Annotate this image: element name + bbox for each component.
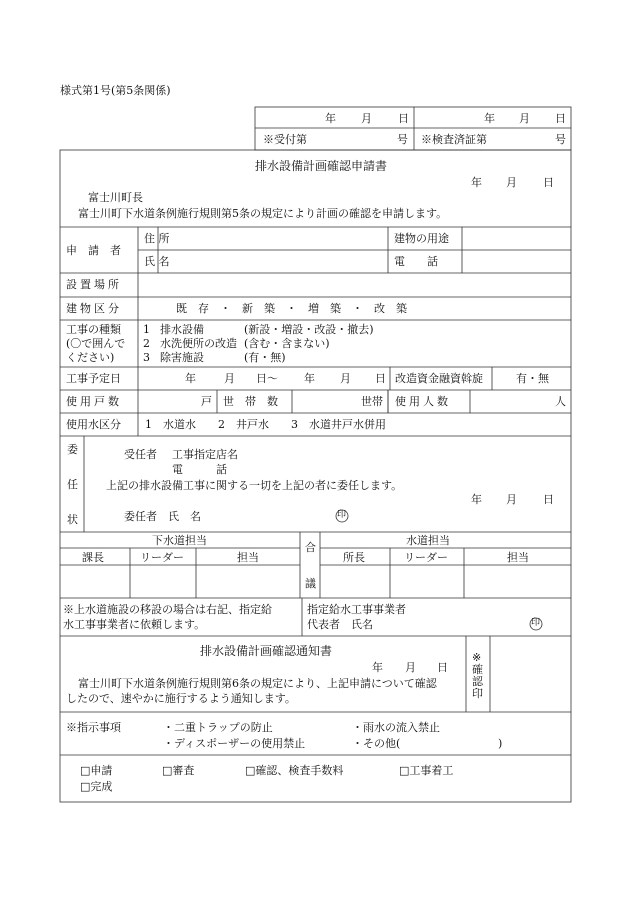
- work-item-1-num: 1: [143, 323, 150, 336]
- sewer-header: 下水道担当: [152, 534, 207, 547]
- schedule-from-year: 年: [185, 372, 196, 385]
- water-label: 使用水区分: [66, 418, 121, 431]
- contractor-label: 指定給水工事事業者: [307, 603, 406, 616]
- application-year: 年: [471, 176, 482, 189]
- proxy-label-2: 任: [67, 478, 78, 491]
- inspection-number-suffix: 号: [555, 133, 566, 146]
- loan-value: 有・無: [516, 372, 549, 385]
- top-day-2: 日: [555, 112, 566, 125]
- form-id: 様式第1号(第5条関係): [60, 84, 171, 97]
- inspection-label: ※検査済証第: [421, 133, 487, 146]
- notice-title: 排水設備計画確認通知書: [200, 644, 333, 658]
- notice-seal-label-2: 確: [472, 663, 483, 676]
- notice-seal-label-3: 認: [472, 675, 483, 688]
- work-item-2-num: 2: [143, 337, 150, 350]
- setai-label: 世 帯 数: [223, 395, 278, 408]
- notice-year: 年: [372, 661, 383, 674]
- work-type-label-3: ください): [66, 351, 115, 364]
- check-fee[interactable]: □確認、検査手数料: [245, 764, 344, 777]
- water-options: 1 水道水 2 井戸水 3 水道井戸水併用: [145, 418, 386, 431]
- water-col-1: 所長: [343, 551, 365, 564]
- top-day-1: 日: [398, 112, 409, 125]
- application-day: 日: [543, 176, 554, 189]
- work-type-label-1: 工事の種類: [66, 323, 121, 336]
- persons-label: 使用人数: [395, 395, 451, 408]
- households-label: 使用戸数: [66, 395, 122, 408]
- address-label: 住 所: [144, 232, 170, 245]
- setai-unit: 世帯: [361, 395, 383, 408]
- check-completion[interactable]: □完成: [80, 780, 113, 793]
- top-year-2: 年: [484, 112, 495, 125]
- proxy-body: 上記の排水設備工事に関する一切を上記の者に委任します。: [106, 479, 403, 492]
- notice-body-1: 富士川町下水道条例施行規則第6条の規定により、上記申請について確認: [78, 677, 437, 690]
- schedule-to-year: 年: [304, 372, 315, 385]
- name-label: 氏 名: [144, 255, 170, 268]
- representative-label: 代表者 氏名: [307, 618, 373, 631]
- proxy-year: 年: [471, 493, 482, 506]
- work-item-3-name: 除害施設: [160, 351, 204, 364]
- instruction-item-4-close: ): [498, 737, 503, 750]
- notice-month: 月: [405, 661, 416, 674]
- check-application[interactable]: □申請: [80, 764, 113, 777]
- top-month-2: 月: [519, 112, 530, 125]
- work-type-label-2: (〇で囲んで: [66, 337, 126, 350]
- principal-seal: 印: [337, 510, 347, 520]
- application-title: 排水設備計画確認申請書: [255, 159, 388, 173]
- store-label: 工事指定店名: [172, 448, 238, 461]
- instruction-item-3: ・ディスポーザーの使用禁止: [163, 737, 306, 750]
- principal-label: 委任者 氏 名: [124, 510, 201, 523]
- schedule-label: 工事予定日: [66, 372, 121, 385]
- water-col-3: 担当: [507, 551, 529, 564]
- proxy-month: 月: [506, 493, 517, 506]
- instructions-label: ※指示事項: [66, 721, 121, 734]
- consult-label-1: 合: [305, 541, 316, 554]
- agent-label: 受任者: [124, 448, 157, 461]
- persons-unit: 人: [555, 395, 566, 408]
- water-header: 水道担当: [406, 534, 450, 547]
- work-item-1-name: 排水設備: [160, 323, 204, 336]
- representative-seal: 印: [531, 618, 541, 628]
- schedule-from-month: 月: [224, 372, 235, 385]
- notice-day: 日: [437, 661, 448, 674]
- notice-body-2: したので、速やかに施行するよう通知します。: [66, 692, 296, 705]
- building-class-label: 建物区分: [66, 302, 122, 315]
- addressee: 富士川町長: [88, 191, 143, 204]
- proxy-day: 日: [543, 493, 554, 506]
- application-month: 月: [506, 176, 517, 189]
- loan-label: 改造資金融資斡旋: [395, 372, 483, 385]
- agent-phone-label: 電 話: [172, 463, 227, 476]
- notice-seal-label-1: ※: [472, 651, 482, 664]
- building-use-label: 建物の用途: [394, 232, 449, 245]
- proxy-label-3: 状: [67, 513, 78, 526]
- sewer-col-2: リーダー: [140, 551, 184, 564]
- location-label: 設置場所: [66, 278, 122, 291]
- instruction-item-2: ・雨水の流入禁止: [352, 721, 440, 734]
- applicant-label: 申 請 者: [66, 244, 121, 257]
- receipt-number-suffix: 号: [397, 133, 408, 146]
- building-class-options: 既 存 ・ 新 築 ・ 増 築 ・ 改 築: [176, 302, 407, 315]
- schedule-to-day: 日: [375, 372, 386, 385]
- schedule-from-day: 日〜: [256, 372, 278, 385]
- work-item-1-detail: (新設・増設・改設・撤去): [244, 323, 374, 336]
- notice-seal-label-4: 印: [472, 687, 483, 700]
- receipt-label: ※受付第: [263, 133, 307, 146]
- sewer-col-3: 担当: [237, 551, 259, 564]
- check-review[interactable]: □審査: [162, 764, 195, 777]
- relocation-note-1: ※上水道施設の移設の場合は右記、指定給: [63, 603, 272, 616]
- top-year-1: 年: [325, 112, 336, 125]
- instruction-item-1: ・二重トラップの防止: [163, 721, 273, 734]
- consult-label-2: 議: [305, 577, 316, 590]
- water-col-2: リーダー: [404, 551, 448, 564]
- top-month-1: 月: [361, 112, 372, 125]
- phone-label: 電 話: [394, 255, 438, 268]
- check-construction-start[interactable]: □工事着工: [399, 764, 454, 777]
- sewer-col-1: 課長: [82, 551, 104, 564]
- work-item-2-name: 水洗便所の改造: [160, 337, 237, 350]
- proxy-label-1: 委: [67, 443, 78, 456]
- relocation-note-2: 水工事事業者に依頼します。: [63, 618, 206, 631]
- work-item-3-num: 3: [143, 351, 150, 364]
- work-item-3-detail: (有・無): [244, 351, 286, 364]
- instruction-item-4: ・その他(: [352, 737, 401, 750]
- application-body: 富士川町下水道条例施行規則第5条の規定により計画の確認を申請します。: [78, 207, 448, 220]
- households-unit: 戸: [201, 395, 212, 408]
- schedule-to-month: 月: [340, 372, 351, 385]
- work-item-2-detail: (含む・含まない): [244, 337, 330, 350]
